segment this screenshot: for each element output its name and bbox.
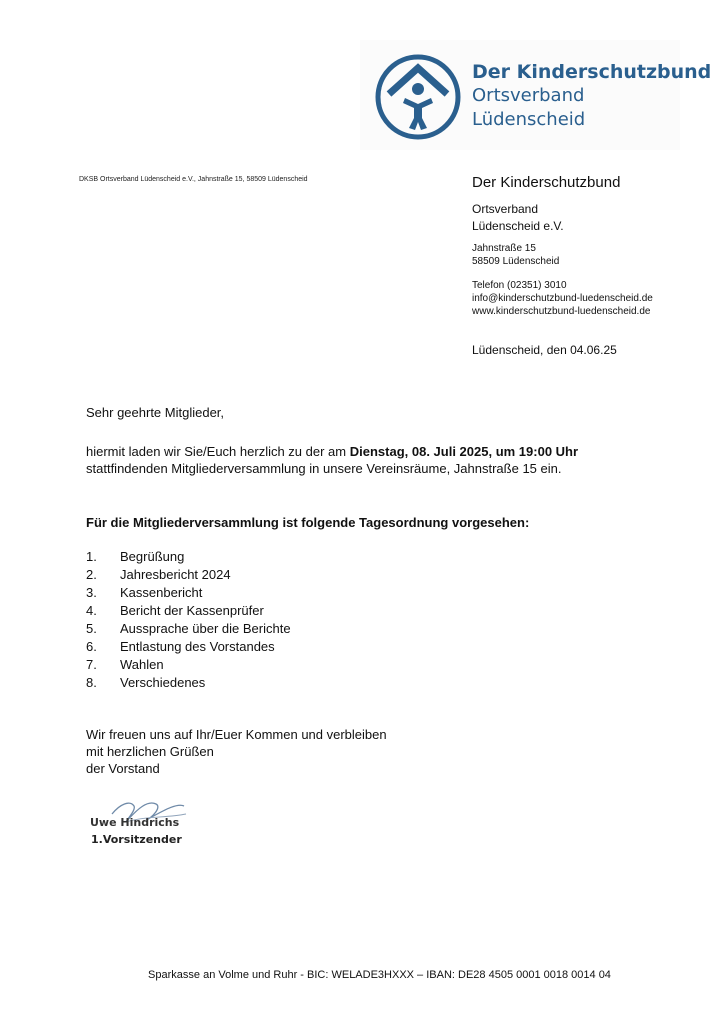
agenda-item-number: 2.: [86, 567, 97, 582]
agenda-item: [86, 638, 291, 656]
agenda-item-text: Aussprache über die Berichte: [120, 621, 291, 636]
bank-details-footer: Sparkasse an Volme und Ruhr - BIC: WELADE3HXXX – IBAN: DE28 4505 0001 0018 0014 04: [148, 969, 611, 981]
agenda-item-text: Entlastung des Vorstandes: [120, 639, 275, 654]
agenda-item-number: 8.: [86, 675, 97, 690]
letter-date: Lüdenscheid, den 04.06.25: [472, 343, 617, 357]
agenda-item: [86, 566, 291, 584]
agenda-item: [86, 656, 291, 674]
agenda-item-text: Begrüßung: [120, 549, 185, 564]
agenda-item-number: 6.: [86, 639, 97, 654]
agenda-item-number: 5.: [86, 621, 97, 636]
signature-role: 1.Vorsitzender: [91, 833, 182, 846]
agenda-item-text: Bericht der Kassenprüfer: [120, 603, 264, 618]
kinderschutzbund-logo-icon: [375, 54, 461, 140]
org-unit-line-1: Ortsverband: [472, 202, 539, 216]
org-street: Jahnstraße 15: [472, 243, 536, 254]
agenda-item: [86, 674, 291, 692]
agenda-item: [86, 620, 291, 638]
intro-paragraph: [86, 443, 578, 477]
agenda-item: [86, 602, 291, 620]
agenda-heading: Für die Mitgliederversammlung ist folgende Tagesordnung vorgesehen:: [86, 515, 530, 530]
org-unit: [472, 201, 564, 235]
agenda-item-number: 3.: [86, 585, 97, 600]
logo-wordmark: [472, 60, 711, 132]
agenda-item-text: Verschiedenes: [120, 675, 206, 690]
org-name: Der Kinderschutzbund: [472, 174, 621, 191]
agenda-item: [86, 548, 291, 566]
agenda-item: [86, 584, 291, 602]
sender-address-line: DKSB Ortsverband Lüdenscheid e.V., Jahnstraße 15, 58509 Lüdenscheid: [79, 176, 308, 183]
org-phone: Telefon (02351) 3010: [472, 280, 567, 291]
meeting-date: Dienstag, 08. Juli 2025, um 19:00 Uhr: [349, 444, 579, 459]
agenda-item-number: 4.: [86, 603, 97, 618]
org-email: info@kinderschutzbund-luedenscheid.de: [472, 293, 653, 304]
signature-stamp: [86, 796, 196, 848]
org-city: 58509 Lüdenscheid: [472, 256, 560, 267]
intro-text-line-2: stattfindenden Mitgliederversammlung in unsere Vereinsräume, Jahnstraße 15 ein.: [86, 461, 562, 476]
closing-line-3: der Vorstand: [86, 761, 160, 776]
org-website: www.kinderschutzbund-luedenscheid.de: [472, 306, 651, 317]
agenda-item-text: Kassenbericht: [120, 585, 203, 600]
agenda-item-number: 1.: [86, 549, 97, 564]
agenda-list: [86, 548, 291, 692]
org-contact: [472, 279, 653, 318]
org-address: [472, 242, 559, 268]
salutation: Sehr geehrte Mitglieder,: [86, 405, 225, 420]
org-unit-line-2: Lüdenscheid e.V.: [472, 219, 564, 233]
intro-text: hiermit laden wir Sie/Euch herzlich zu der am: [86, 444, 350, 459]
signature-name: Uwe Hindrichs: [90, 816, 180, 829]
logo-line-3: Lüdenscheid: [472, 109, 586, 130]
agenda-item-text: Jahresbericht 2024: [120, 567, 231, 582]
closing: [86, 726, 387, 777]
closing-line-2: mit herzlichen Grüßen: [86, 744, 214, 759]
agenda-item-text: Wahlen: [120, 657, 164, 672]
logo-line-1: Der Kinderschutzbund: [472, 61, 712, 83]
closing-line-1: Wir freuen uns auf Ihr/Euer Kommen und verbleiben: [86, 727, 387, 742]
agenda-item-number: 7.: [86, 657, 97, 672]
logo-line-2: Ortsverband: [472, 85, 585, 106]
